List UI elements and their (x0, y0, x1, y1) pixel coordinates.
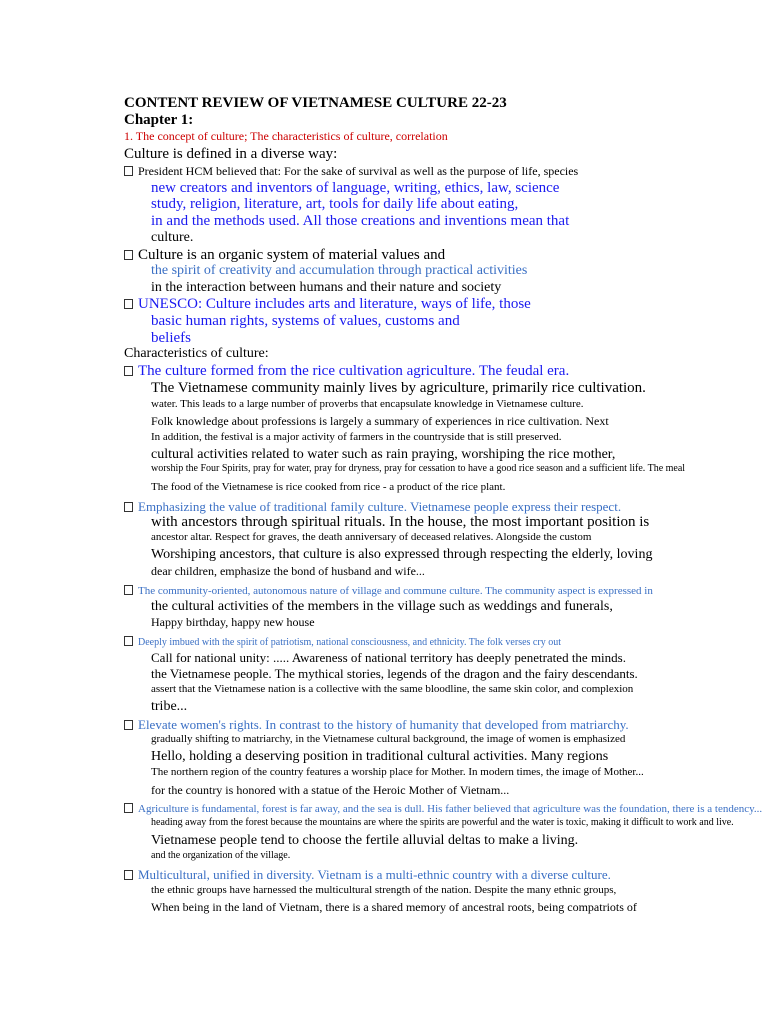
text-line: The community-oriented, autonomous nature of village and commune culture. The community aspect is expressed in (138, 585, 653, 597)
text-line: Worshiping ancestors, that culture is also expressed through respecting the elderly, loving (151, 547, 653, 562)
text-line: for the country is honored with a statue of the Heroic Mother of Vietnam... (151, 783, 510, 797)
bullet-item (124, 636, 561, 648)
bullet-item (124, 868, 611, 881)
text-line: Vietnamese people tend to choose the fertile alluvial deltas to make a living. (151, 833, 579, 848)
section-heading: 1. The concept of culture; The characteristics of culture, correlation (124, 129, 448, 143)
text-line: Emphasizing the value of traditional family culture. Vietnamese people express their respect. (138, 499, 622, 514)
bullet-box-icon (124, 166, 133, 176)
text-line: Elevate women's rights. In contrast to the history of humanity that developed from matriarchy. (138, 717, 629, 732)
text-line: study, religion, literature, art, tools for daily life about eating, (151, 196, 519, 212)
text-line: beliefs (151, 330, 191, 346)
bullet-item (124, 803, 762, 815)
document-title: CONTENT REVIEW OF VIETNAMESE CULTURE 22-23 (124, 95, 507, 111)
text-line: The Vietnamese community mainly lives by agriculture, primarily rice cultivation. (151, 380, 646, 396)
bullet-item (124, 364, 569, 379)
text-line: cultural activities related to water such as rain praying, worshiping the rice mother, (151, 447, 616, 462)
text-line: tribe... (151, 699, 188, 714)
text-line: the spirit of creativity and accumulation through practical activities (151, 263, 528, 278)
text-line: basic human rights, systems of values, customs and (151, 313, 460, 329)
bullet-item (124, 500, 621, 513)
text-line: heading away from the forest because the mountains are where the spirits are powerful and the water is toxic, making it difficult to work and live. (151, 817, 734, 828)
bullet-box-icon (124, 585, 133, 595)
text-line: ancestor altar. Respect for graves, the death anniversary of deceased relatives. Alongside the custom (151, 531, 592, 543)
bullet-box-icon (124, 803, 133, 813)
text-line: in the interaction between humans and their nature and society (151, 280, 502, 295)
bullet-item (124, 718, 629, 731)
text-line: the cultural activities of the members in the village such as weddings and funerals, (151, 599, 613, 614)
bullet-box-icon (124, 299, 133, 309)
text-line: and the organization of the village. (151, 850, 291, 861)
text-line: Culture is an organic system of material values and (138, 247, 446, 263)
text-line: The food of the Vietnamese is rice cooked from rice - a product of the rice plant. (151, 481, 506, 493)
bullet-box-icon (124, 636, 133, 646)
text-line: UNESCO: Culture includes arts and literature, ways of life, those (138, 296, 531, 312)
bullet-box-icon (124, 720, 133, 730)
text-line: dear children, emphasize the bond of husband and wife... (151, 564, 425, 578)
text-line: The culture formed from the rice cultivation agriculture. The feudal era. (138, 363, 570, 379)
text-line: worship the Four Spirits, pray for water, pray for dryness, pray for cessation to have a good rice season and a sufficient life. The meal (151, 463, 686, 474)
text-line: culture. (151, 230, 194, 245)
text-line: new creators and inventors of language, writing, ethics, law, science (151, 180, 560, 196)
text-line: assert that the Vietnamese nation is a collective with the same bloodline, the same skin color, and complexion (151, 683, 634, 695)
text-line: Agriculture is fundamental, forest is far away, and the sea is dull. His father believed that agriculture was the foundation, there is a tendency... (138, 803, 763, 815)
bullet-item (124, 248, 445, 263)
text-line: The northern region of the country features a worship place for Mother. In modern times, the image of Mother... (151, 766, 644, 778)
text-line: Characteristics of culture: (124, 346, 269, 361)
bullet-box-icon (124, 502, 133, 512)
bullet-box-icon (124, 366, 133, 376)
bullet-item (124, 585, 653, 597)
bullet-box-icon (124, 250, 133, 260)
text-line: Happy birthday, happy new house (151, 615, 315, 629)
text-line: water. This leads to a large number of proverbs that encapsulate knowledge in Vietnamese culture. (151, 398, 584, 410)
text-line: Deeply imbued with the spirit of patriotism, national consciousness, and ethnicity. The folk verses cry out (138, 637, 561, 648)
text-line: the ethnic groups have harnessed the multicultural strength of the nation. Despite the many ethnic groups, (151, 884, 617, 896)
text-line: with ancestors through spiritual rituals. In the house, the most important position is (151, 514, 650, 530)
text-line: Hello, holding a deserving position in traditional cultural activities. Many regions (151, 749, 609, 764)
text-line: Multicultural, unified in diversity. Vietnam is a multi-ethnic country with a diverse culture. (138, 867, 611, 882)
bullet-box-icon (124, 870, 133, 880)
text-line: President HCM believed that: For the sake of survival as well as the purpose of life, species (138, 164, 579, 178)
text-line: When being in the land of Vietnam, there is a shared memory of ancestral roots, being compatriots of (151, 900, 637, 914)
chapter-heading: Chapter 1: (124, 112, 194, 128)
text-line: In addition, the festival is a major activity of farmers in the countryside that is still preserved. (151, 431, 562, 443)
text-line: the Vietnamese people. The mythical stories, legends of the dragon and the fairy descendants. (151, 666, 638, 681)
text-line: in and the methods used. All those creations and inventions mean that (151, 213, 570, 229)
text-line: Folk knowledge about professions is largely a summary of experiences in rice cultivation. Next (151, 414, 609, 428)
text-line: Call for national unity: ..... Awareness of national territory has deeply penetrated the minds. (151, 650, 626, 665)
bullet-item (124, 297, 531, 312)
text-line: gradually shifting to matriarchy, in the Vietnamese cultural background, the image of women is emphasized (151, 733, 626, 745)
text-line: Culture is defined in a diverse way: (124, 146, 338, 162)
bullet-item (124, 165, 578, 177)
